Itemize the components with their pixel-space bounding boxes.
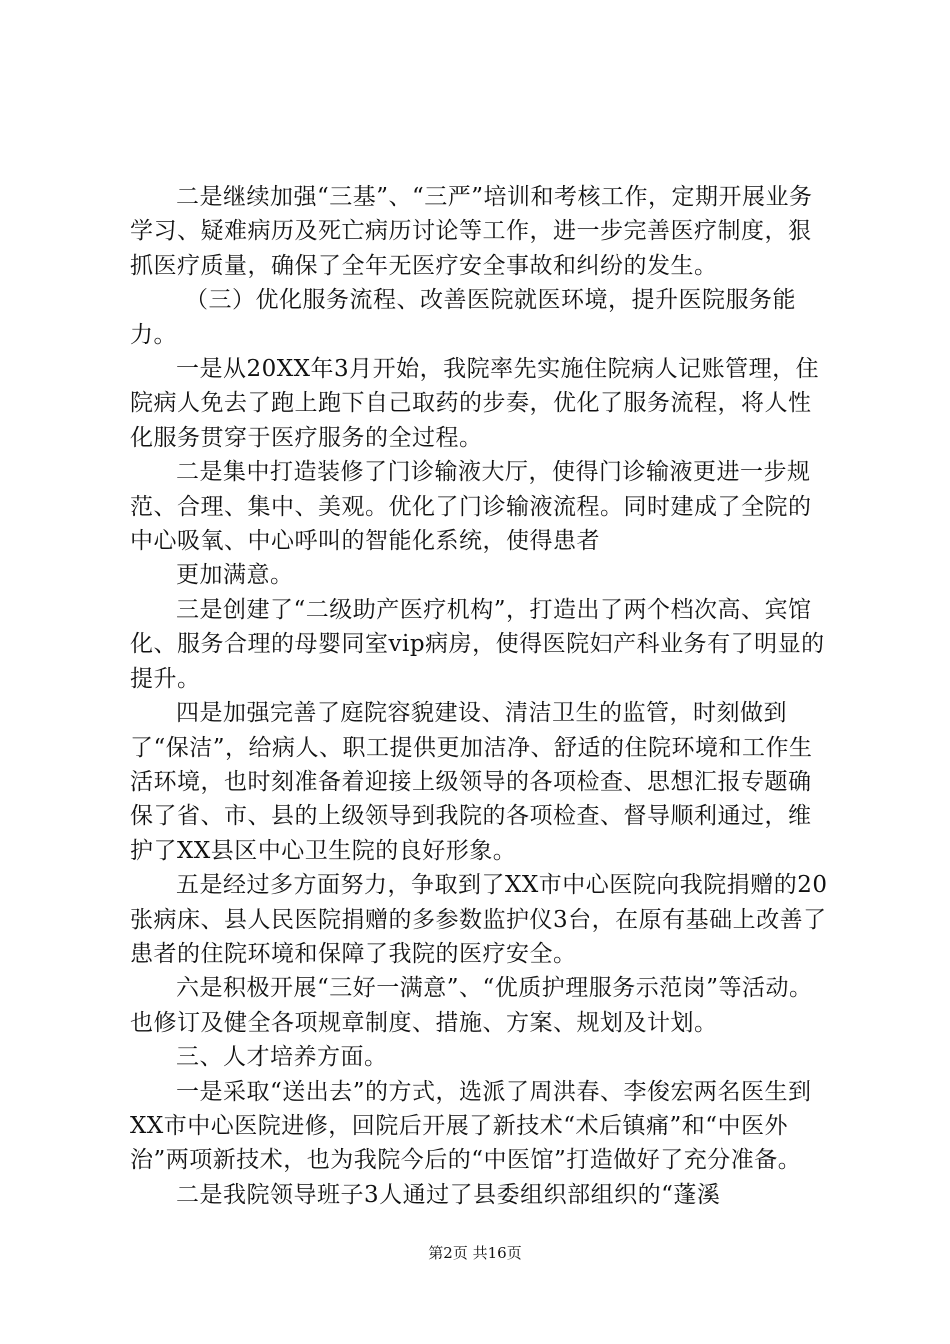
paragraph-infusion-hall: 二是集中打造装修了门诊输液大厅，使得门诊输液更进一步规范、合理、集中、美观。优化了门诊输液流程。同时建成了全院的中心吸氧、中心呼叫的智能化系统，使得患者 <box>130 459 812 555</box>
paragraph-satisfaction: 更加满意。 <box>176 562 294 589</box>
paragraph-hygiene: 四是加强完善了庭院容貌建设、清洁卫生的监管，时刻做到了“保洁”，给病人、职工提供更加洁净、舒适的住院环境和工作生活环境，也时刻准备着迎接上级领导的各项检查、思想汇报专题确保了省、市、县的上级领导到我院的各项检查、督导顺利通过，维护了XX县区中心卫生院的良好形象。 <box>130 700 813 864</box>
document-body <box>130 180 830 1212</box>
paragraph-leadership: 二是我院领导班子3人通过了县委组织部组织的“蓬溪 <box>176 1181 721 1208</box>
paragraph-send-out-training: 一是采取“送出去”的方式，选派了周洪春、李俊宏两名医生到XX市中心医院进修，回院后开展了新技术“术后镇痛”和“中医外治”两项新技术，也为我院今后的“中医馆”打造做好了充分准备。 <box>130 1078 812 1174</box>
paragraph-activities: 六是积极开展“三好一满意”、“优质护理服务示范岗”等活动。也修订及健全各项规章制度、措施、方案、规划及计划。 <box>130 975 813 1036</box>
section-heading-service-optimization: （三）优化服务流程、改善医院就医环境，提升医院服务能力。 <box>130 287 796 348</box>
paragraph-inpatient-billing: 一是从20XX年3月开始，我院率先实施住院病人记账管理，住院病人免去了跑上跑下自己取药的步奏，优化了服务流程，将人性化服务贯穿于医疗服务的全过程。 <box>130 356 820 451</box>
paragraph-training-assessment: 二是继续加强“三基”、“三严”培训和考核工作，定期开展业务学习、疑难病历及死亡病历讨论等工作，进一步完善医疗制度，狠抓医疗质量，确保了全年无医疗安全事故和纠纷的发生。 <box>130 184 813 279</box>
paragraph-midwifery: 三是创建了“二级助产医疗机构”，打造出了两个档次高、宾馆化、服务合理的母婴同室vip病房，使得医院妇产科业务有了明显的提升。 <box>130 596 825 692</box>
page-number-footer: 第2页 共16页 <box>428 1244 522 1262</box>
paragraph-donations: 五是经过多方面努力，争取到了XX市中心医院向我院捐赠的20张病床、县人民医院捐赠的多参数监护仪3台，在原有基础上改善了患者的住院环境和保障了我院的医疗安全。 <box>130 872 828 967</box>
section-heading-talent: 三、人才培养方面。 <box>176 1044 388 1071</box>
